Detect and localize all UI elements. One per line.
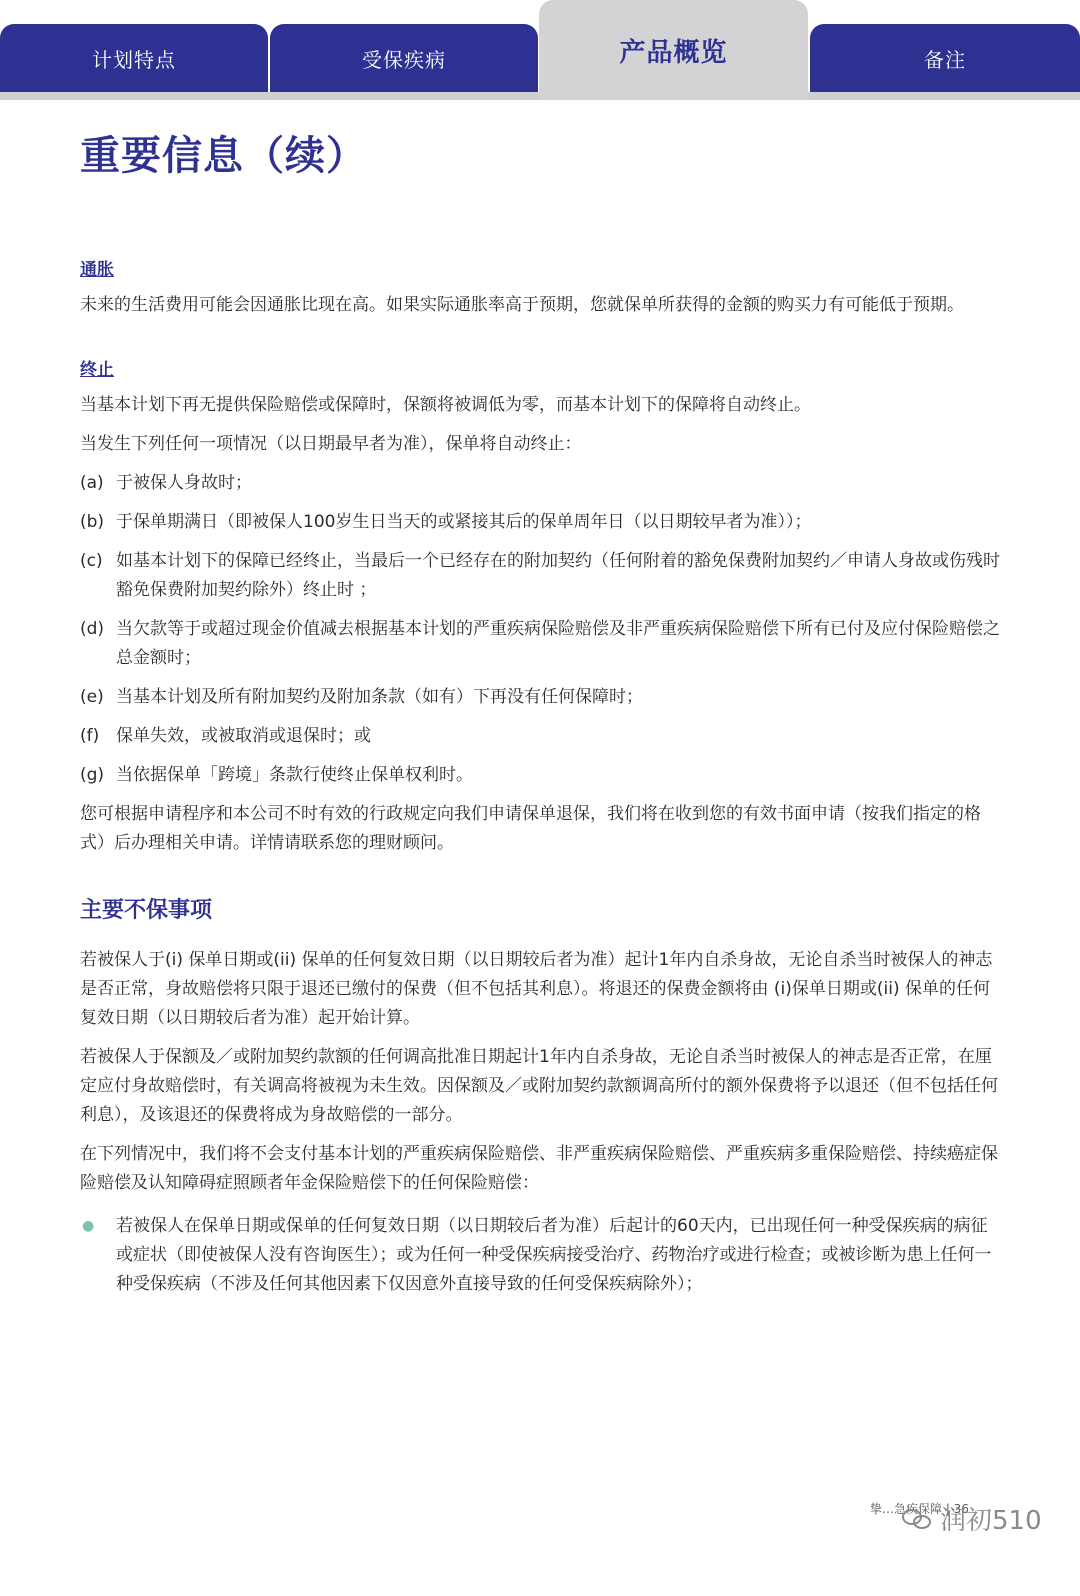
exclusions-heading: 主要不保事项 [80,898,213,923]
termination-para-2: 当发生下列任何一项情况（以日期最早者为准），保单将自动终止： [80,434,582,454]
termination-para-1: 当基本计划下再无提供保险赔偿或保障时，保额将被调低为零，而基本计划下的保障将自动终止。 [80,395,811,415]
exclusions-para-2: 若被保人于保额及／或附加契约款额的任何调高批准日期起计1年内自杀身故，无论自杀当时被保人的神志是否正常，在厘定应付身故赔偿时，有关调高将被视为未生效。因保额及／或附加契约款额调高所付的额外保费将予以退还（但不包括任何利息），及该退还的保费将成为身故赔偿的一部分。 [80,1047,998,1125]
wechat-icon [900,1505,934,1533]
tab-bar [0,0,1080,100]
watermark [900,1500,1042,1537]
list-item [80,469,1000,498]
tab-plan-features[interactable]: 计划特点 [0,24,268,92]
inflation-text: 未来的生活费用可能会因通胀比现在高。如果实际通胀率高于预期，您就保单所获得的金额的购买力有可能低于预期。 [80,295,964,315]
list-item-text: 于被保人身故时； [116,473,252,493]
exclusions-para-1: 若被保人于(i) 保单日期或(ii) 保单的任何复效日期（以日期较后者为准）起计1年内自杀身故，无论自杀当时被保人的神志是否正常，身故赔偿将只限于退还已缴付的保费（但不包括其利息）。将退还的保费金额将由 (i)保单日期或(ii) 保单的任何复效日期（以日期较后者为准）起开始计算。 [80,950,993,1028]
list-item-text: 保单失效，或被取消或退保时；或 [116,726,371,746]
list-item [80,615,1000,673]
list-item-key: (f) [80,726,100,746]
watermark-text: 润初510 [940,1506,1042,1536]
list-item-key: (b) [80,512,105,532]
list-item-text: 于保单期满日（即被保人100岁生日当天的或紧接其后的保单周年日（以日期较早者为准））； [116,512,812,532]
tab-covered-diseases[interactable]: 受保疾病 [270,24,538,92]
list-item-text: 当欠款等于或超过现金价值减去根据基本计划的严重疾病保险赔偿及非严重疾病保险赔偿下所有已付及应付保险赔偿之总金额时； [116,619,1000,668]
list-item [80,761,1000,790]
list-item [80,683,1000,712]
list-item-key: (g) [80,765,105,785]
list-item-key: (a) [80,473,104,493]
list-item [80,508,1000,537]
inflation-heading: 通胀 [80,260,114,280]
tab-product-overview[interactable]: 产品概览 [539,0,808,100]
list-item [80,547,1000,605]
list-item [80,722,1000,751]
page-title: 重要信息（续） [80,133,367,179]
bullet-text: 若被保人在保单日期或保单的任何复效日期（以日期较后者为准）后起计的60天内，已出现任何一种受保疾病的病征或症状（即使被保人没有咨询医生）；或为任何一种受保疾病接受治疗、药物治疗或进行检查；或被诊断为患上任何一种受保疾病（不涉及任何其他因素下仅因意外直接导致的任何受保疾病除外）； [116,1216,992,1294]
termination-heading: 终止 [80,360,114,380]
footer-page-label: 挚…急疾保障 | 36 [870,1502,969,1516]
list-item-text: 如基本计划下的保障已经终止，当最后一个已经存在的附加契约（任何附着的豁免保费附加契约／申请人身故或伤残时豁免保费附加契约除外）终止时 ； [116,551,1000,600]
termination-para-3: 您可根据申请程序和本公司不时有效的行政规定向我们申请保单退保，我们将在收到您的有效书面申请（按我们指定的格式）后办理相关申请。详情请联系您的理财顾问。 [80,804,981,853]
list-item-key: (c) [80,551,103,571]
exclusions-para-3: 在下列情况中，我们将不会支付基本计划的严重疾病保险赔偿、非严重疾病保险赔偿、严重疾病多重保险赔偿、持续癌症保险赔偿及认知障碍症照顾者年金保险赔偿下的任何保险赔偿： [80,1144,998,1193]
list-item-text: 当基本计划及所有附加契约及附加条款（如有）下再没有任何保障时； [116,687,643,707]
list-item-text: 当依据保单「跨境」条款行使终止保单权利时。 [116,765,473,785]
bullet-dot-icon: ● [82,1218,95,1234]
list-item-key: (d) [80,619,105,639]
bullet-item [80,1212,1000,1299]
main-content [80,256,1000,1299]
list-item-key: (e) [80,687,104,707]
tab-remarks[interactable]: 备注 [810,24,1080,92]
